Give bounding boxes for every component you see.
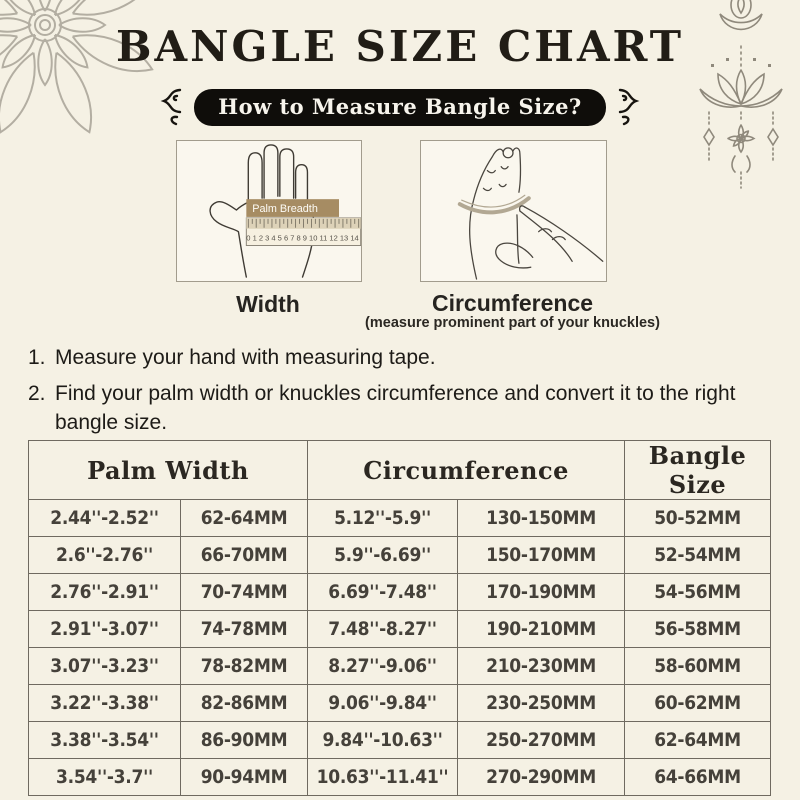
cell: 8.27''-9.06''	[308, 648, 458, 685]
cell: 3.54''-3.7''	[29, 759, 181, 796]
cell: 2.44''-2.52''	[29, 500, 181, 537]
table-row	[29, 648, 771, 685]
instructions-list	[28, 344, 750, 445]
cell: 5.9''-6.69''	[308, 537, 458, 574]
cell: 54-56MM	[625, 574, 771, 611]
header-bangle-size: Bangle Size	[625, 441, 771, 500]
header-circumference: Circumference	[308, 441, 625, 500]
cell: 66-70MM	[181, 537, 308, 574]
cell: 7.48''-8.27''	[308, 611, 458, 648]
circumference-label: Circumference	[431, 290, 594, 316]
cell: 130-150MM	[458, 500, 625, 537]
hand-width-illustration	[176, 140, 362, 282]
table-header-row	[29, 441, 771, 500]
page-title: BANGLE SIZE CHART	[116, 22, 684, 71]
cell: 78-82MM	[181, 648, 308, 685]
subtitle-row	[0, 87, 800, 127]
cell: 50-52MM	[625, 500, 771, 537]
cell: 250-270MM	[458, 722, 625, 759]
cell: 2.76''-2.91''	[29, 574, 181, 611]
cell: 70-74MM	[181, 574, 308, 611]
cell: 170-190MM	[458, 574, 625, 611]
width-label: Width	[236, 291, 300, 317]
cell: 90-94MM	[181, 759, 308, 796]
cell: 3.22''-3.38''	[29, 685, 181, 722]
cell: 10.63''-11.41''	[308, 759, 458, 796]
table-row	[29, 574, 771, 611]
cell: 3.38''-3.54''	[29, 722, 181, 759]
table-row	[29, 759, 771, 796]
cell: 2.6''-2.76''	[29, 537, 181, 574]
width-caption	[176, 291, 360, 318]
header-palm-width: Palm Width	[29, 441, 308, 500]
table-row	[29, 611, 771, 648]
table-row	[29, 722, 771, 759]
step-number: 2.	[28, 381, 46, 405]
cell: 82-86MM	[181, 685, 308, 722]
cell: 58-60MM	[625, 648, 771, 685]
cell: 2.91''-3.07''	[29, 611, 181, 648]
ruler-numbers: 0 1 2 3 4 5 6 7 8 9 10 11 12 13 14	[246, 235, 359, 243]
cell: 86-90MM	[181, 722, 308, 759]
cell: 6.69''-7.48''	[308, 574, 458, 611]
step-text: Find your palm width or knuckles circumference and convert it to the right bangle size.	[55, 381, 736, 434]
cell: 150-170MM	[458, 537, 625, 574]
table-row	[29, 500, 771, 537]
instruction-step-1	[28, 344, 750, 373]
cell: 3.07''-3.23''	[29, 648, 181, 685]
step-text: Measure your hand with measuring tape.	[55, 346, 436, 369]
cell: 9.84''-10.63''	[308, 722, 458, 759]
flourish-left-icon	[156, 87, 184, 127]
bangle-size-table	[28, 440, 771, 796]
cell: 56-58MM	[625, 611, 771, 648]
cell: 74-78MM	[181, 611, 308, 648]
circumference-caption	[360, 291, 665, 331]
subtitle-pill: How to Measure Bangle Size?	[194, 89, 606, 126]
cell: 62-64MM	[625, 722, 771, 759]
cell: 5.12''-5.9''	[308, 500, 458, 537]
hand-circumference-illustration	[420, 140, 607, 282]
cell: 60-62MM	[625, 685, 771, 722]
cell: 270-290MM	[458, 759, 625, 796]
flourish-right-icon	[616, 87, 644, 127]
cell: 52-54MM	[625, 537, 771, 574]
cell: 62-64MM	[181, 500, 308, 537]
step-number: 1.	[28, 346, 46, 369]
cell: 64-66MM	[625, 759, 771, 796]
table-row	[29, 685, 771, 722]
ruler-label: Palm Breadth	[252, 202, 318, 215]
circumference-note: (measure prominent part of your knuckles)	[365, 315, 660, 332]
cell: 210-230MM	[458, 648, 625, 685]
cell: 9.06''-9.84''	[308, 685, 458, 722]
cell: 230-250MM	[458, 685, 625, 722]
cell: 190-210MM	[458, 611, 625, 648]
table-row	[29, 537, 771, 574]
instruction-step-2	[28, 380, 750, 438]
